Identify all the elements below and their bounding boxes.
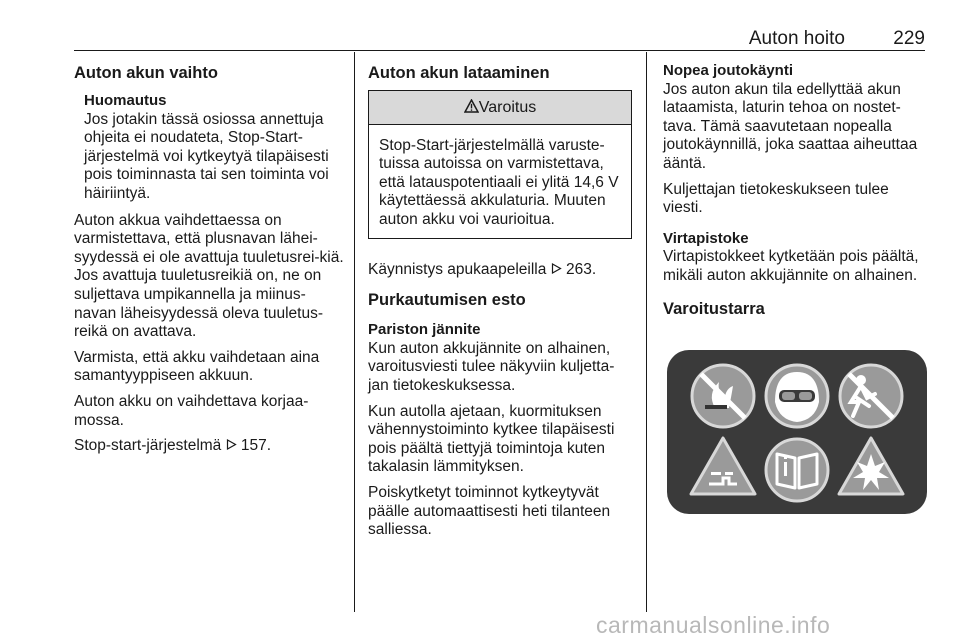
section-heading: Auton akun vaihto [74, 64, 218, 82]
warning-box [368, 90, 632, 239]
paragraph: Kun autolla ajetaan, kuormituksen vähennystoiminto kytkee tilapäisesti pois päältä tiettyjä toimintoja kuten takalasin lämmityksen. [368, 402, 615, 476]
paragraph: Jos auton akun tila edellyttää akun lataamista, laturin tehoa on nostet-tava. Tämä saavutetaan nopealla joutokäynnillä, joka saattaa aiheuttaa ääntä. [663, 80, 918, 172]
page-number: 229 [893, 28, 925, 49]
paragraph: Varmista, että akku vaihdetaan aina samantyyppiseen akkuun. [74, 348, 320, 385]
triangle-right-icon [551, 263, 562, 274]
section-heading: Varoitustarra [663, 299, 765, 318]
paragraph: Kun auton akkujännite on alhainen, varoitusviesti tulee näkyviin kuljetta-jan tietokeskuksessa. [368, 339, 615, 394]
page-header [74, 28, 925, 52]
note-text: Jos jotakin tässä osiossa annettuja ohjeita ei noudateta, Stop-Start-järjestelmä voi kytkeytyä tilapäisesti pois toiminnasta tai sen toiminta voi häiriintyä. [84, 110, 329, 202]
column-2 [368, 62, 632, 547]
warning-header [369, 91, 631, 125]
note-box [84, 92, 344, 204]
paragraph: Kuljettajan tietokeskukseen tulee viesti. [663, 180, 889, 217]
warning-text: Stop-Start-järjestelmällä varuste-tuissa autoissa on varmistettava, että latauspotentiaali ei ylitä 14,6 V käytettäessä akkulaturia. Muuten auton akku voi vaurioitua. [379, 136, 619, 228]
triangle-right-icon [226, 439, 237, 450]
reference-text: Käynnistys apukaapeleilla [368, 260, 547, 278]
no-fire-icon [692, 365, 754, 427]
read-manual-icon [766, 439, 828, 501]
column-3 [663, 62, 931, 326]
eye-protection-icon [766, 365, 828, 427]
header-title: Auton hoito [748, 28, 845, 49]
page-reference-link[interactable]: 263. [566, 260, 597, 278]
paragraph [74, 437, 344, 456]
column-divider [646, 52, 647, 612]
watermark: carmanualsonline.info [596, 612, 831, 638]
subheading: Virtapistoke [663, 229, 749, 247]
paragraph: Auton akku on vaihdettava korjaa-mossa. [74, 392, 309, 429]
note-title: Huomautus [84, 92, 167, 109]
header-rule [74, 50, 925, 51]
battery-warning-label [667, 350, 927, 514]
subheading: Nopea joutokäynti [663, 62, 794, 79]
reference-text: Stop-start-järjestelmä [74, 437, 222, 455]
section-heading: Purkautumisen esto [368, 291, 526, 310]
paragraph: Poiskytketyt toiminnot kytkeytyvät päälle automaattisesti heti tilanteen salliessa. [368, 483, 611, 539]
section-heading: Auton akun lataaminen [368, 64, 550, 82]
page-reference-link[interactable]: 157. [240, 437, 272, 455]
column-1 [74, 62, 344, 463]
subheading: Pariston jännite [368, 321, 481, 339]
keep-children-away-icon [840, 365, 902, 427]
paragraph: Auton akkua vaihdettaessa on varmistettava, että plusnavan lähei-syydessä ei ole avattuja tuuletusrei-kiä. Jos avattuja tuuletusreikiä on, ne on suljettava umpikannella ja miinus-navan läheisyydessä oleva tuuletus-reikä on avattava. [74, 211, 344, 341]
warning-title: Varoitus [478, 99, 537, 116]
warning-triangle-icon [464, 99, 479, 113]
paragraph [368, 261, 632, 280]
paragraph: Virtapistokkeet kytketään pois päältä, mikäli auton akkujännite on alhainen. [663, 248, 919, 284]
column-divider [354, 52, 355, 612]
